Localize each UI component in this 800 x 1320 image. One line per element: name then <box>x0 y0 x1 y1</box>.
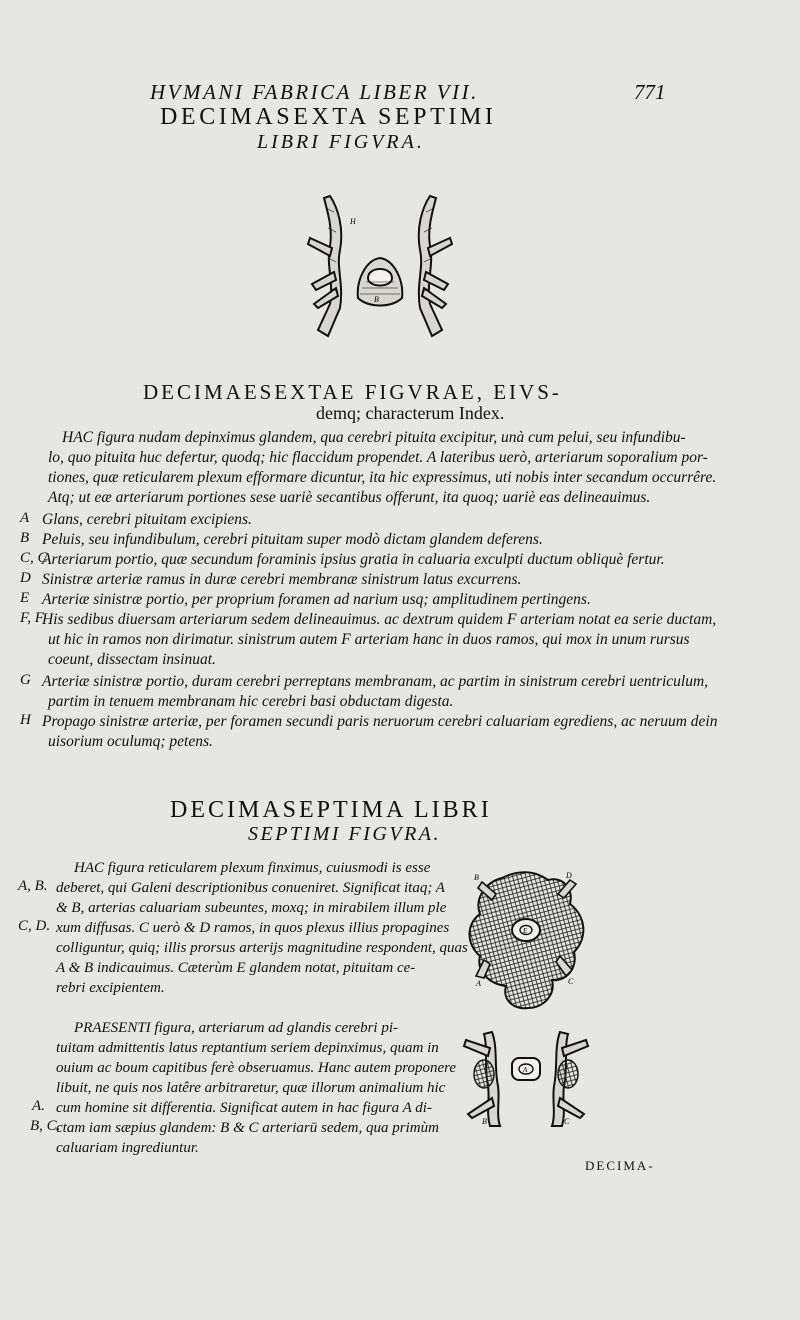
text-line: Atq; ut eæ arteriarum portiones sese uariè secantibus offerunt, ita quoq; uariè eas delineauimus. <box>48 489 651 506</box>
entry-text: coeunt, dissectam insinuat. <box>48 651 216 668</box>
figure17-label-d: D <box>566 871 572 880</box>
entry-text: His sedibus diuersam arteriarum sedem delineauimus. ac dextrum quidem F arteriam notat ea serie ductam, <box>42 611 717 628</box>
figure17-title: DECIMASEPTIMA LIBRI <box>170 797 492 823</box>
figure16-label-b: B <box>374 295 379 304</box>
entry-letter: G <box>20 672 31 688</box>
entry-text: Arteriæ sinistræ portio, per proprium foramen ad narium usq; amplitudinem pertingens. <box>42 591 591 608</box>
figure16-engraving <box>300 188 460 340</box>
figure17-label-e: E <box>523 927 528 935</box>
margin-note: B, C. <box>30 1118 61 1134</box>
text-line: cum homine sit differentia. Significat autem in hac figura A di- <box>56 1100 432 1116</box>
entry-text: Sinistræ arteriæ ramus in duræ cerebri membranæ sinistrum latus excurrens. <box>42 571 522 588</box>
text-line: deberet, qui Galeni descriptionibus conueniret. Significat itaq; A <box>56 880 445 896</box>
text-line: & B, arterias caluariam subeuntes, moxq; in mirabilem illum ple <box>56 900 447 916</box>
figure18-label-a: A <box>523 1066 528 1074</box>
figure18-engraving <box>456 1028 596 1128</box>
entry-letter: H <box>20 712 31 728</box>
text-line: libuit, ne quis nos latêre arbitraretur, quæ illorum animalium hic <box>56 1080 446 1096</box>
text-line: lo, quo pituita huc defertur, quodq; hic flaccidum propendet. A lateribus uerò, arteriarum soporalium por- <box>48 449 708 466</box>
entry-text: partim in tenuem membranam hic cerebri basi obductam digesta. <box>48 693 454 710</box>
entry-text: ut hic in ramos non dirimatur. sinistrum autem F arteriam hanc in duos ramos, qui mox in unum rursus <box>48 631 690 648</box>
entry-text: Peluis, seu infundibulum, cerebri pituitam super modò dictam glandem deferens. <box>42 531 543 548</box>
text-line: colliguntur, quiq; illis prorsus arterijs magnitudine respondent, quas <box>56 940 468 956</box>
text-line: A & B indicauimus. Cæterùm E glandem notat, pituitam ce- <box>56 960 416 976</box>
text-line: tiones, quæ reticularem plexum efformare dicuntur, ita hic expressimus, uti nobis inter secandum occurrêre. <box>48 469 717 486</box>
text-line: HAC figura reticularem plexum finximus, cuiusmodi is esse <box>74 860 431 876</box>
entry-letter: C, C <box>20 550 48 566</box>
entry-letter: A <box>20 510 30 526</box>
margin-note: A, B. <box>18 878 48 894</box>
entry-letter: D <box>20 570 31 586</box>
text-line: ouium ac boum capitibus ferè obseruamus. Hanc autem proponere <box>56 1060 457 1076</box>
text-line: ctam iam sæpius glandem: B & C arteriarū sedem, qua primùm <box>56 1120 439 1136</box>
entry-text: Propago sinistræ arteriæ, per foramen secundi paris neruorum cerebri caluariam egrediens, ac neruum dein <box>42 713 718 730</box>
figure17-engraving <box>462 868 590 1014</box>
figure18-label-b: B <box>482 1117 487 1126</box>
entry-letter: E <box>20 590 30 606</box>
figure17-label-c: C <box>568 977 574 986</box>
figure18-label-c: C <box>564 1117 570 1126</box>
text-line: tuitam admittentis latus reptantium seriem depinximus, quam in <box>56 1040 439 1056</box>
text-line: HAC figura nudam depinximus glandem, qua cerebri pituita excipitur, unà cum pelui, seu infundibu- <box>62 429 686 446</box>
text-line: PRAESENTI figura, arteriarum ad glandis cerebri pi- <box>74 1020 399 1036</box>
figure16-subtitle: LIBRI FIGVRA. <box>257 131 425 153</box>
figure17-subtitle: SEPTIMI FIGVRA. <box>248 823 442 845</box>
entry-text: Arteriæ sinistræ portio, duram cerebri perreptans membranam, ac partim in sinistrum cerebri uentriculum, <box>42 673 709 690</box>
figure16-title: DECIMASEXTA SEPTIMI <box>160 104 497 130</box>
entry-letter: F, F <box>20 610 44 626</box>
entry-text: uisorium oculumq; petens. <box>48 733 213 750</box>
text-line: rebri excipientem. <box>56 980 165 996</box>
figure17-label-a: A <box>476 979 481 988</box>
running-head: HVMANI FABRICA LIBER VII. <box>150 80 479 104</box>
margin-note: A. <box>32 1098 45 1114</box>
text-line: caluariam ingrediuntur. <box>56 1140 199 1156</box>
entry-text: Arteriarum portio, quæ secundum foraminis ipsius gratia in caluaria exculpti ductum obliquè fertur. <box>42 551 665 568</box>
margin-note: C, D. <box>18 918 51 934</box>
entry-letter: B <box>20 530 30 546</box>
entry-text: Glans, cerebri pituitam excipiens. <box>42 511 252 528</box>
page-number: 771 <box>634 80 666 104</box>
figure16-label-h: H <box>350 217 356 226</box>
index16-subtitle: demq; characterum Index. <box>316 403 505 423</box>
catchword: DECIMA- <box>585 1158 655 1173</box>
text-line: xum diffusas. C uerò & D ramos, in quos plexus illius propagines <box>56 920 450 936</box>
figure17-label-b: B <box>474 873 479 882</box>
index16-title: DECIMAESEXTAE FIGVRAE, EIVS- <box>143 380 562 404</box>
